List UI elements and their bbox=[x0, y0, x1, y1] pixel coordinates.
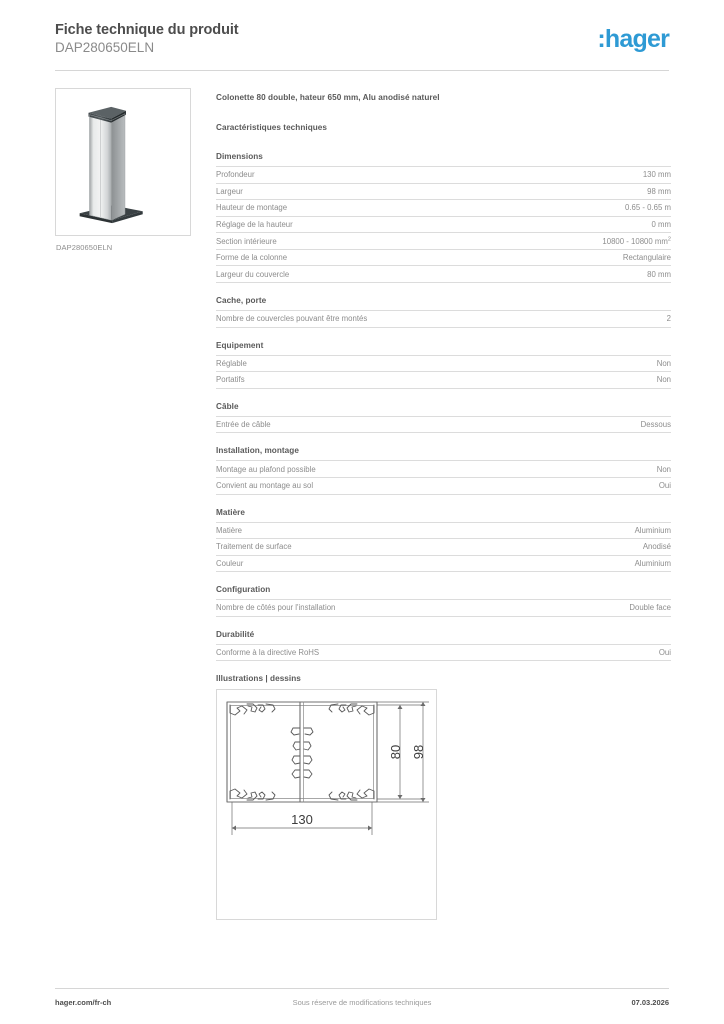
spec-value: Non bbox=[656, 358, 671, 368]
spec-group bbox=[216, 585, 671, 617]
spec-label: Conforme à la directive RoHS bbox=[216, 648, 320, 658]
spec-table bbox=[216, 416, 671, 434]
footer-date: 07.03.2026 bbox=[631, 998, 669, 1007]
spec-label: Nombre de côtés pour l'installation bbox=[216, 603, 336, 613]
table-row bbox=[216, 477, 671, 494]
table-row bbox=[216, 200, 671, 217]
spec-label: Largeur bbox=[216, 186, 243, 196]
dimension-label-outer-height: 98 bbox=[411, 745, 426, 760]
spec-group bbox=[216, 152, 671, 283]
spec-label: Hauteur de montage bbox=[216, 203, 288, 213]
spec-value: 10800 - 10800 $mm^2$ bbox=[602, 235, 671, 246]
spec-group-title: Dimensions bbox=[216, 152, 263, 161]
header-divider bbox=[55, 70, 669, 71]
spec-value: Aluminium bbox=[634, 525, 671, 535]
page-header bbox=[55, 22, 669, 56]
spec-value: Dessous bbox=[640, 419, 671, 429]
spec-label: Couleur bbox=[216, 558, 244, 568]
product-image-caption: DAP280650ELN bbox=[56, 243, 113, 252]
page-title: Fiche technique du produit bbox=[55, 22, 239, 38]
technical-drawing bbox=[216, 689, 437, 920]
drawings-heading: Illustrations | dessins bbox=[216, 674, 301, 684]
table-row bbox=[216, 355, 671, 372]
spec-group bbox=[216, 402, 671, 434]
spec-label: Nombre de couvercles pouvant être montés bbox=[216, 314, 368, 324]
spec-value: 0.65 - 0.65 m bbox=[625, 203, 671, 213]
product-illustration bbox=[56, 89, 190, 235]
dimension-label-width: 130 bbox=[291, 812, 313, 828]
product-reference: DAP280650ELN bbox=[55, 40, 155, 55]
spec-group bbox=[216, 508, 671, 573]
spec-table bbox=[216, 644, 671, 662]
spec-value: Non bbox=[656, 375, 671, 385]
unit-exponent: 2 bbox=[667, 235, 671, 242]
table-row bbox=[216, 167, 671, 184]
spec-table bbox=[216, 460, 671, 494]
table-row bbox=[216, 461, 671, 478]
spec-label: Réglage de la hauteur bbox=[216, 219, 293, 229]
spec-label: Entrée de câble bbox=[216, 419, 271, 429]
spec-group-title: Durabilité bbox=[216, 629, 255, 639]
spec-value: 0 mm bbox=[651, 219, 671, 229]
title-block bbox=[55, 22, 238, 56]
table-row bbox=[216, 644, 671, 661]
spec-label: Montage au plafond possible bbox=[216, 464, 316, 474]
spec-group bbox=[216, 296, 671, 328]
table-row bbox=[216, 183, 671, 200]
spec-label: Convient au montage au sol bbox=[216, 481, 314, 491]
table-row bbox=[216, 600, 671, 617]
table-row bbox=[216, 249, 671, 266]
spec-value: 80 mm bbox=[647, 269, 671, 279]
footer-disclaimer: Sous réserve de modifications techniques bbox=[292, 998, 432, 1007]
spec-value: 98 mm bbox=[647, 186, 671, 196]
spec-group-title: Câble bbox=[216, 401, 239, 411]
specs-heading: Caractéristiques techniques bbox=[216, 123, 328, 132]
spec-value: 2 bbox=[666, 314, 671, 324]
spec-group bbox=[216, 446, 671, 494]
product-description: Colonette 80 double, hateur 650 mm, Alu anodisé naturel bbox=[216, 93, 440, 102]
spec-group-title: Installation, montage bbox=[216, 446, 299, 456]
spec-label: Forme de la colonne bbox=[216, 253, 288, 263]
table-row bbox=[216, 216, 671, 233]
spec-value: Non bbox=[656, 464, 671, 474]
spec-group-title: Equipement bbox=[216, 340, 264, 350]
footer-website[interactable]: hager.com/fr-ch bbox=[55, 998, 112, 1007]
spec-group-title: Cache, porte bbox=[216, 296, 267, 306]
spec-value: Aluminium bbox=[634, 558, 671, 568]
spec-group bbox=[216, 630, 671, 662]
table-row bbox=[216, 416, 671, 433]
spec-label: Portatifs bbox=[216, 375, 245, 385]
product-image bbox=[55, 88, 191, 236]
table-row bbox=[216, 522, 671, 539]
spec-table bbox=[216, 355, 671, 389]
spec-content bbox=[216, 92, 671, 920]
spec-label: Largeur du couvercle bbox=[216, 269, 290, 279]
spec-label: Matière bbox=[216, 525, 242, 535]
spec-table bbox=[216, 599, 671, 617]
spec-groups bbox=[216, 152, 671, 661]
spec-label: Réglable bbox=[216, 358, 247, 368]
table-row bbox=[216, 266, 671, 283]
table-row bbox=[216, 372, 671, 389]
page-footer bbox=[55, 998, 669, 1008]
spec-label: Traitement de surface bbox=[216, 542, 292, 552]
spec-value: 130 mm bbox=[642, 170, 671, 180]
spec-label: Section intérieure bbox=[216, 236, 277, 246]
table-row bbox=[216, 233, 671, 250]
spec-value: Rectangulaire bbox=[622, 253, 671, 263]
spec-table bbox=[216, 522, 671, 573]
cross-section-drawing bbox=[217, 690, 436, 919]
spec-group-title: Matière bbox=[216, 507, 246, 517]
spec-value: Oui bbox=[658, 648, 671, 658]
spec-table bbox=[216, 166, 671, 283]
spec-group-title: Configuration bbox=[216, 585, 271, 595]
dimension-label-inner-height: 80 bbox=[388, 745, 403, 760]
spec-table bbox=[216, 310, 671, 328]
table-row bbox=[216, 555, 671, 572]
footer-divider bbox=[55, 988, 669, 989]
hager-logo: :hager bbox=[597, 25, 669, 53]
spec-group bbox=[216, 341, 671, 389]
table-row bbox=[216, 311, 671, 328]
spec-value: Anodisé bbox=[642, 542, 671, 552]
table-row bbox=[216, 539, 671, 556]
spec-label: Profondeur bbox=[216, 170, 255, 180]
spec-value: Oui bbox=[658, 481, 671, 491]
spec-value: Double face bbox=[629, 603, 671, 613]
